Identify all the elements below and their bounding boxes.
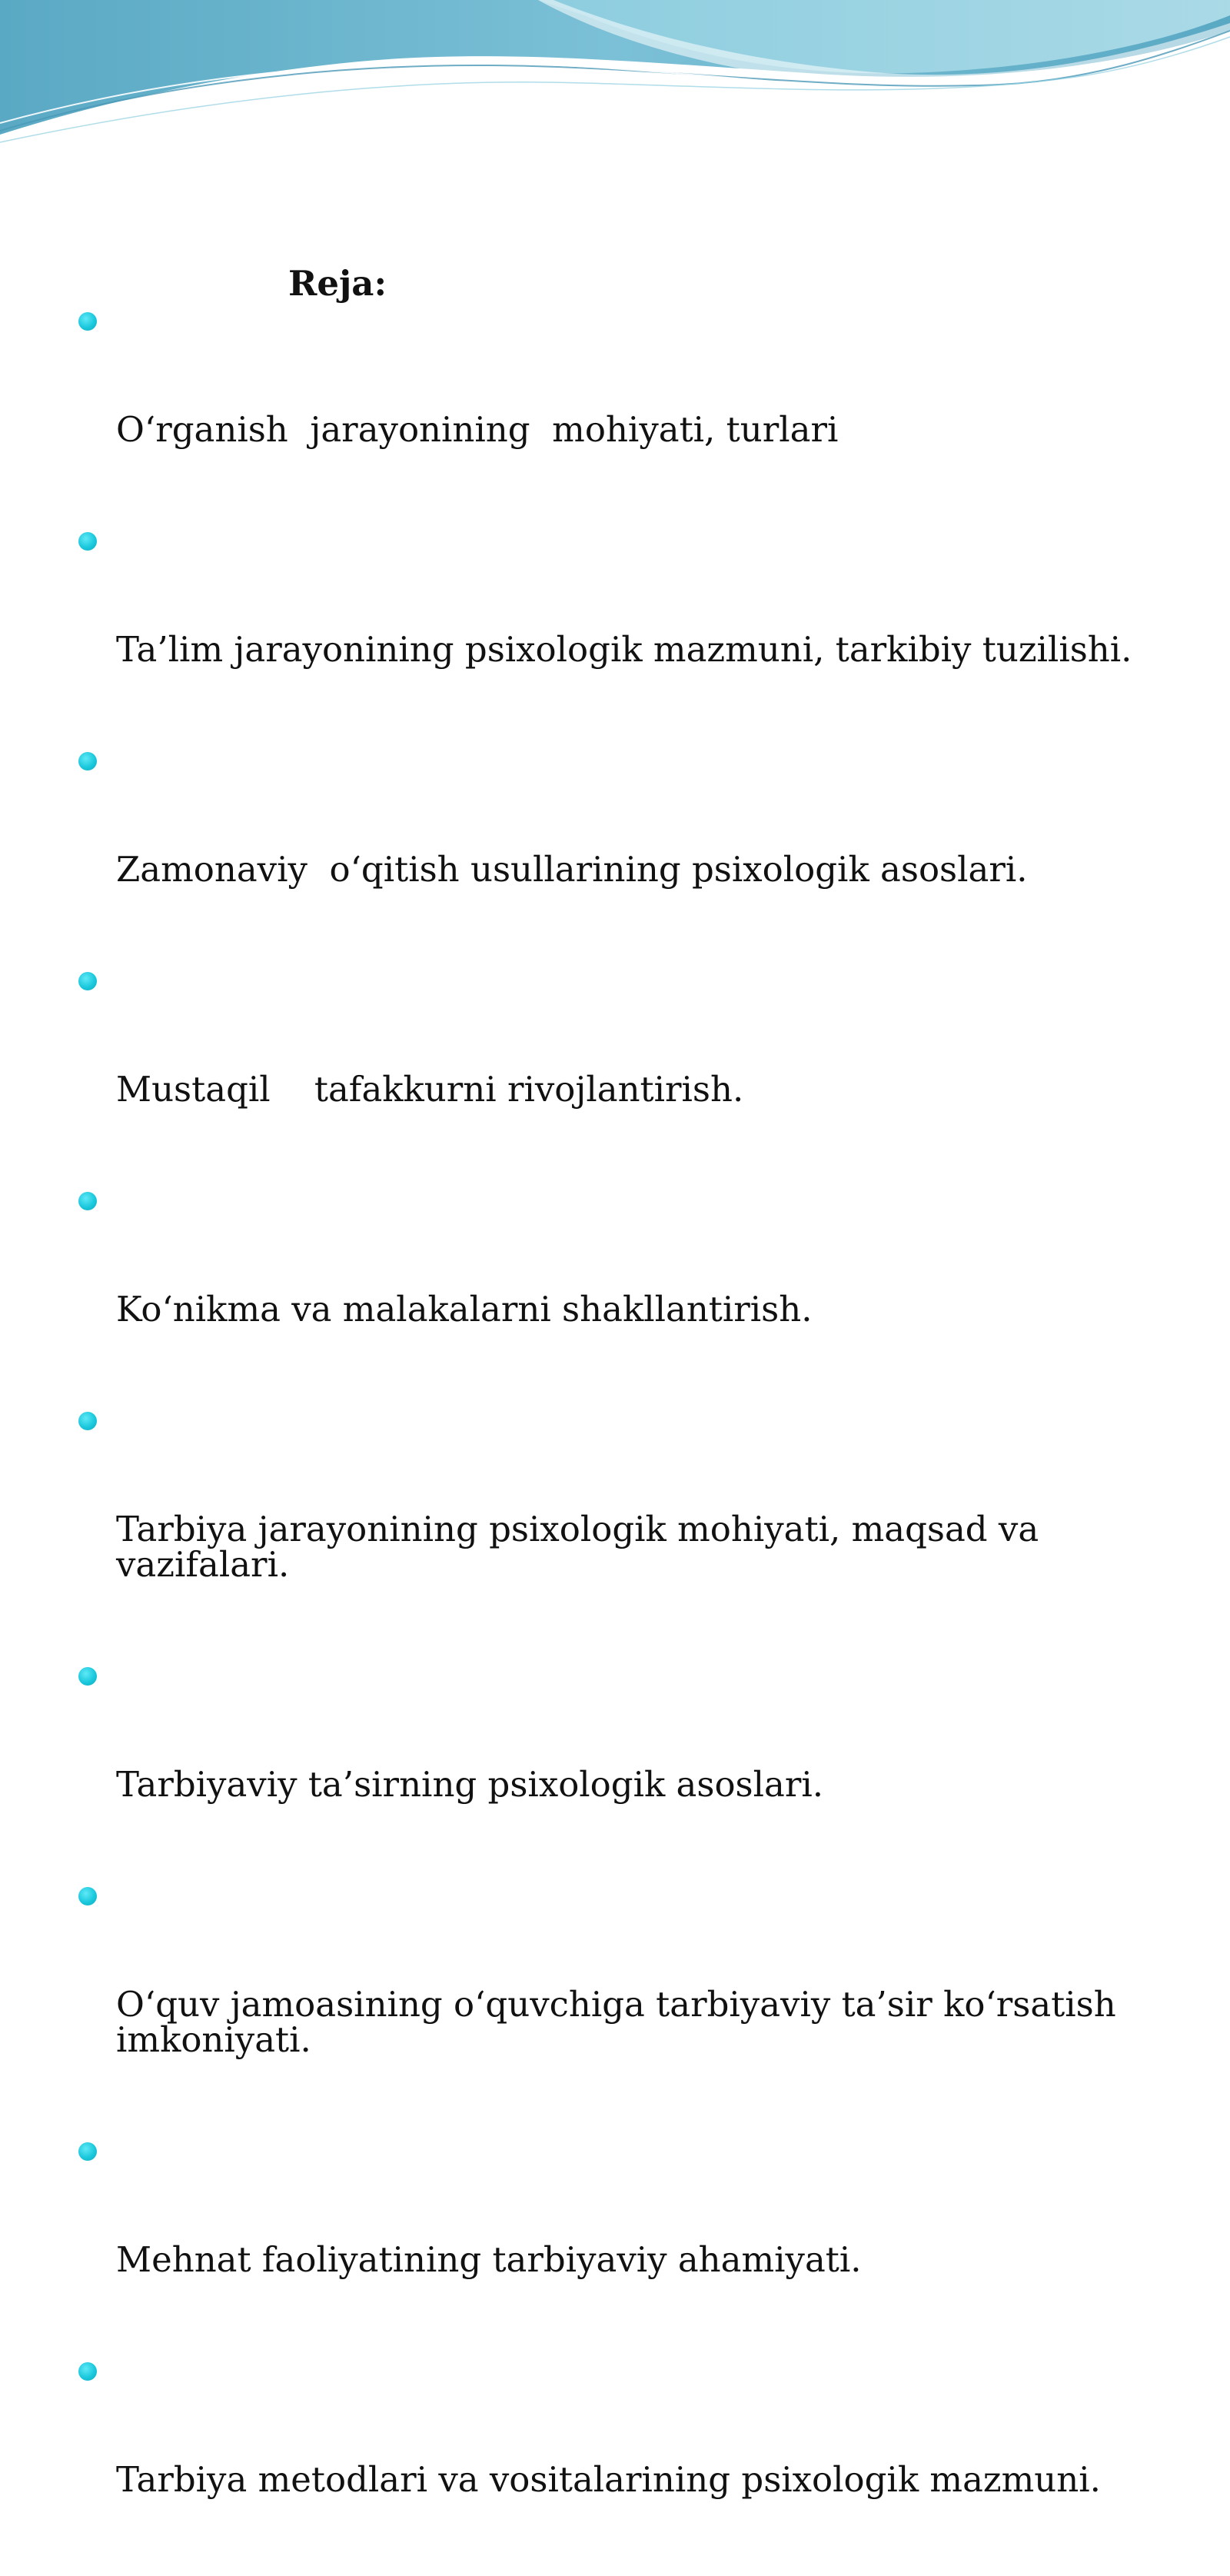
list-item-text: O‘quv jamoasining o‘quvchiga tarbiyaviy ta’sir ko‘rsatish imkoniyati. [116, 1984, 1128, 2060]
list-item-text: Tarbiya jarayonining psixologik mohiyati, maqsad va vazifalari. [116, 1509, 1050, 1585]
list-item [0, 306, 1230, 518]
bullet-icon [78, 752, 97, 770]
list-item [0, 1186, 1230, 1398]
list-item [0, 526, 1230, 738]
bullet-icon [78, 1667, 97, 1686]
header-wave-decoration [0, 0, 1230, 154]
list-item-text: Tarbiyaviy ta’sirning psixologik asoslari. [116, 1764, 824, 1805]
list-item-text: Ta’lim jarayonining psixologik mazmuni, tarkibiy tuzilishi. [116, 629, 1132, 670]
bullet-icon [78, 972, 97, 990]
list-item-text: Tarbiya metodlari va vositalarining psixologik mazmuni. [116, 2459, 1101, 2500]
bullet-icon [78, 1412, 97, 1430]
bullet-icon [78, 1887, 97, 1905]
list-item-text: O‘rganish jarayonining mohiyati, turlari [116, 409, 839, 450]
list-item [0, 966, 1230, 1178]
list-item [0, 2136, 1230, 2348]
bullet-icon [78, 2142, 97, 2161]
list-item [0, 1881, 1230, 2128]
list-item [0, 2356, 1230, 2568]
bullet-icon [78, 312, 97, 331]
bullet-icon [78, 2362, 97, 2381]
list-item-text: Zamonaviy o‘qitish usullarining psixologik asoslari. [116, 849, 1028, 890]
bullet-icon [78, 1192, 97, 1210]
bullet-icon [78, 532, 97, 551]
list-item-text: Ko‘nikma va malakalarni shakllantirish. [116, 1289, 813, 1330]
slide-title: Reja: [288, 263, 387, 304]
list-item [0, 746, 1230, 958]
bullet-list [0, 306, 1230, 2576]
list-item [0, 1661, 1230, 1873]
list-item [0, 1406, 1230, 1653]
list-item-text: Mehnat faoliyatining tarbiyaviy ahamiyati. [116, 2239, 862, 2280]
list-item-text: Mustaqil tafakkurni rivojlantirish. [116, 1069, 744, 1110]
